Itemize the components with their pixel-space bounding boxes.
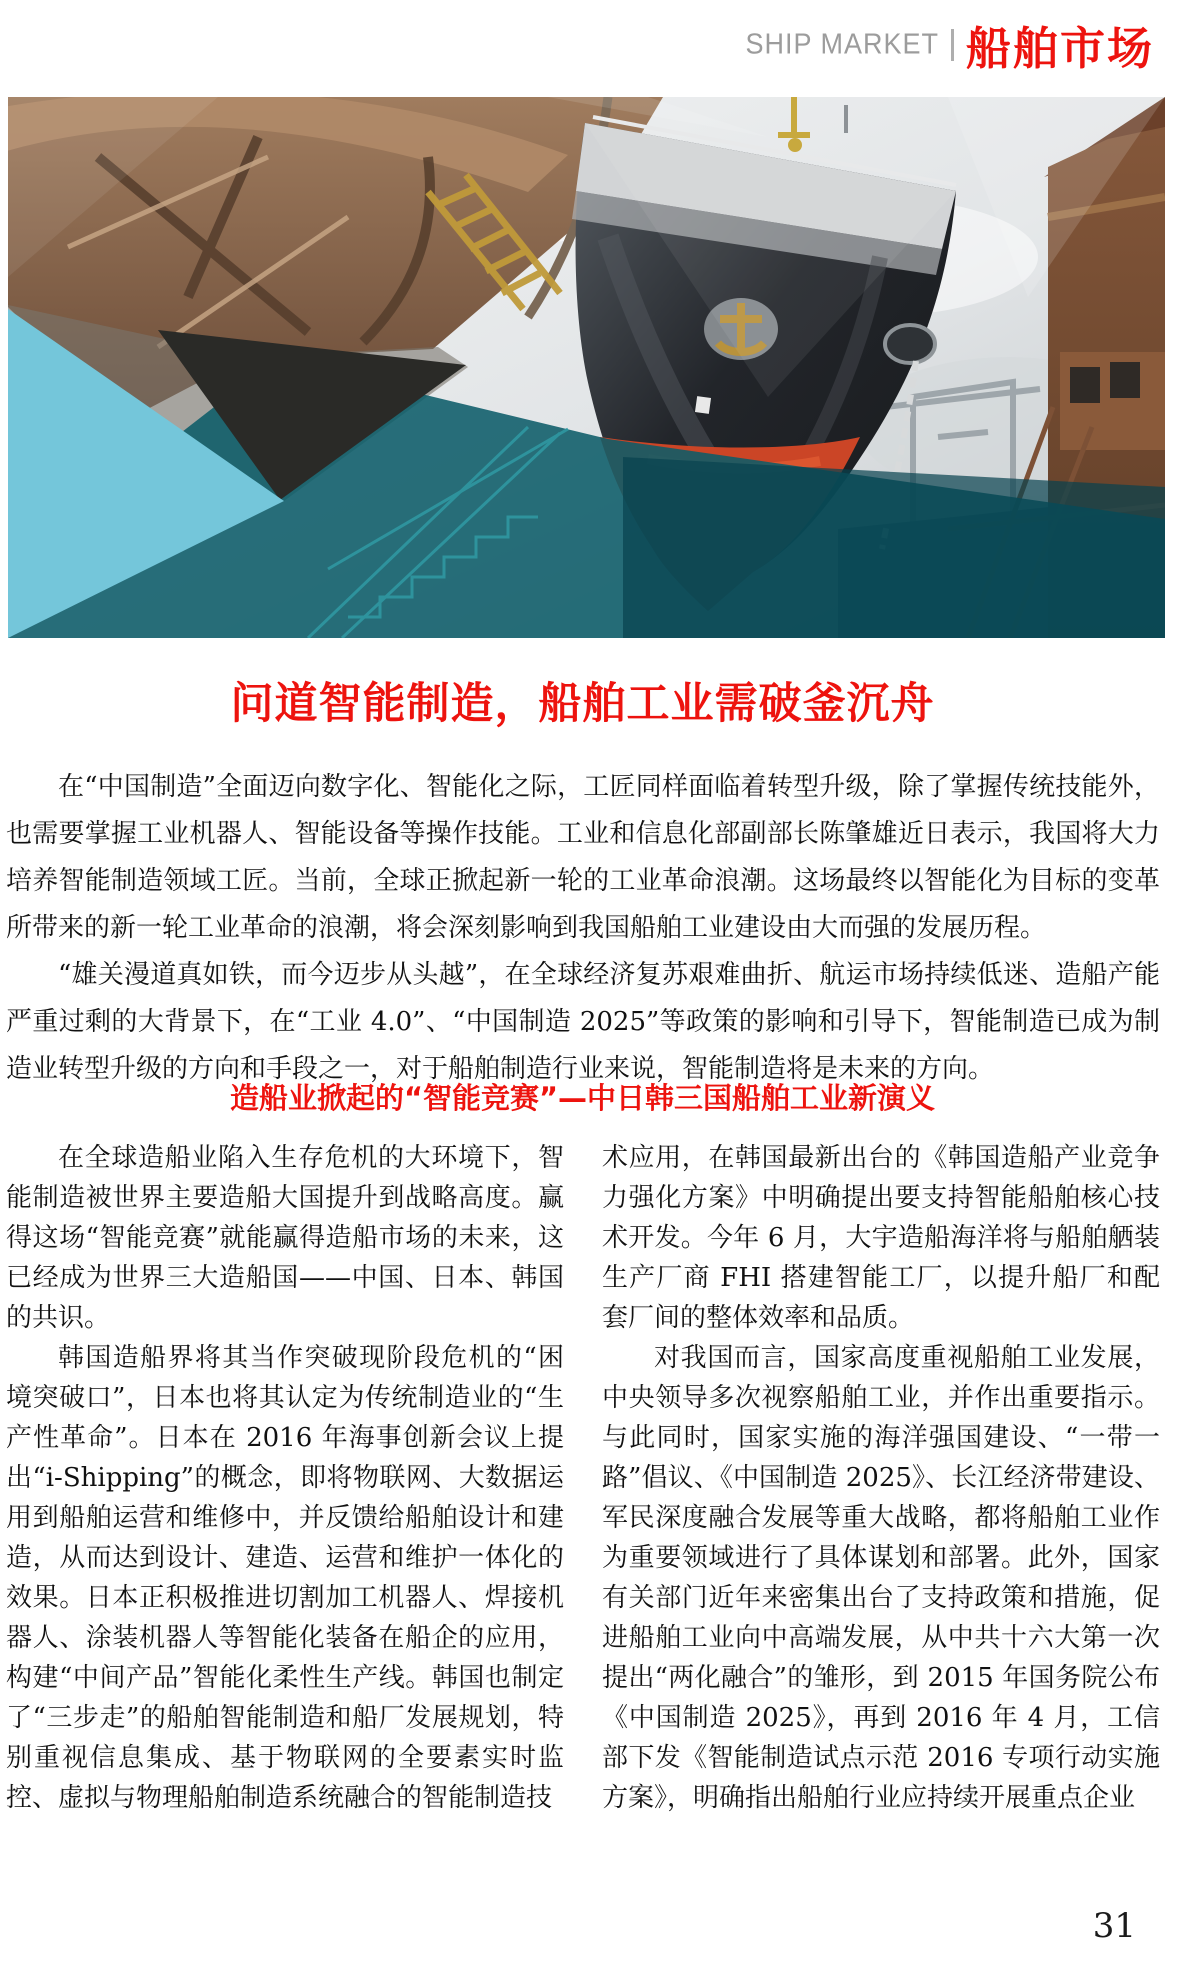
section-header [745,12,1154,77]
left-column [6,1138,564,1818]
page-number: 31 [1092,1906,1136,1946]
shipyard-photo [8,97,1165,638]
body-paragraph: 韩国造船界将其当作突破现阶段危机的“困境突破口”，日本也将其认定为传统制造业的“生产性革命”。日本在 2016 年海事创新会议上提出“i-Shipping”的概念，即将物联网、大数据运用到船舶运营和维修中，并反馈给船舶设计和建造，从而达到设计、建造、运营和维护一体化的效果。日本正积极推进切割加工机器人、焊接机器人、涂装机器人等智能化装备在船企的应用，构建“中间产品”智能化柔性生产线。韩国也制定了“三步走”的船舶智能制造和船厂发展规划，特别重视信息集成、基于物联网的全要素实时监控、虚拟与物理船舶制造系统融合的智能制造技 [6,1343,564,1813]
body-paragraph-continued: 术应用，在韩国最新出台的《韩国造船产业竞争力强化方案》中明确提出要支持智能船舶核心技术开发。今年 6 月，大宇造船海洋将与船舶舾装生产厂商 FHI 搭建智能工厂，以提升船厂和配套厂间的整体效率和品质。 [602,1143,1160,1333]
article-body [6,1138,1160,1818]
section-name-cn: 船舶市场 [965,22,1154,75]
header-divider [951,29,954,61]
intro-paragraph-1: 在“中国制造”全面迈向数字化、智能化之际，工匠同样面临着转型升级，除了掌握传统技能外，也需要掌握工业机器人、智能设备等操作技能。工业和信息化部副部长陈肇雄近日表示，我国将大力培养智能制造领域工匠。当前，全球正掀起新一轮的工业革命浪潮。这场最终以智能化为目标的变革所带来的新一轮工业革命的浪潮，将会深刻影响到我国船舶工业建设由大而强的发展历程。 [6,772,1160,943]
right-column [602,1138,1160,1818]
section-name-en: SHIP MARKET [745,28,939,60]
intro-paragraph-2: “雄关漫道真如铁，而今迈步从头越”，在全球经济复苏艰难曲折、航运市场持续低迷、造船产能严重过剩的大背景下，在“工业 4.0”、“中国制造 2025”等政策的影响和引导下，智能制造已成为制造业转型升级的方向和手段之一，对于船舶制造行业来说，智能制造将是未来的方向。 [6,960,1160,1084]
body-paragraph: 在全球造船业陷入生存危机的大环境下，智能制造被世界主要造船大国提升到战略高度。赢得这场“智能竞赛”就能赢得造船市场的未来，这已经成为世界三大造船国——中国、日本、韩国的共识。 [6,1143,564,1333]
shipyard-photo-art [8,97,1165,638]
teal-overlay-dark [623,457,1165,638]
body-paragraph: 对我国而言，国家高度重视船舶工业发展，中央领导多次视察船舶工业，并作出重要指示。与此同时，国家实施的海洋强国建设、“一带一路”倡议、《中国制造 2025》、长江经济带建设、军民深度融合发展等重大战略，都将船舶工业作为重要领域进行了具体谋划和部署。此外，国家有关部门近年来密集出台了支持政策和措施，促进船舶工业向中高端发展，从中共十六大第一次提出“两化融合”的雏形，到 2015 年国务院公布《中国制造 2025》，再到 2016 年 4 月，工信部下发《智能制造试点示范 2016 专项行动实施方案》，明确指出船舶行业应持续开展重点企业 [602,1343,1160,1813]
intro-section [6,764,1160,1093]
section-subheading: 造船业掀起的“智能竞赛”—中日韩三国船舶工业新演义 [229,1081,936,1115]
article-title: 问道智能制造，船舶工业需破釜沉舟 [230,679,935,729]
hawse-hole [885,325,935,363]
